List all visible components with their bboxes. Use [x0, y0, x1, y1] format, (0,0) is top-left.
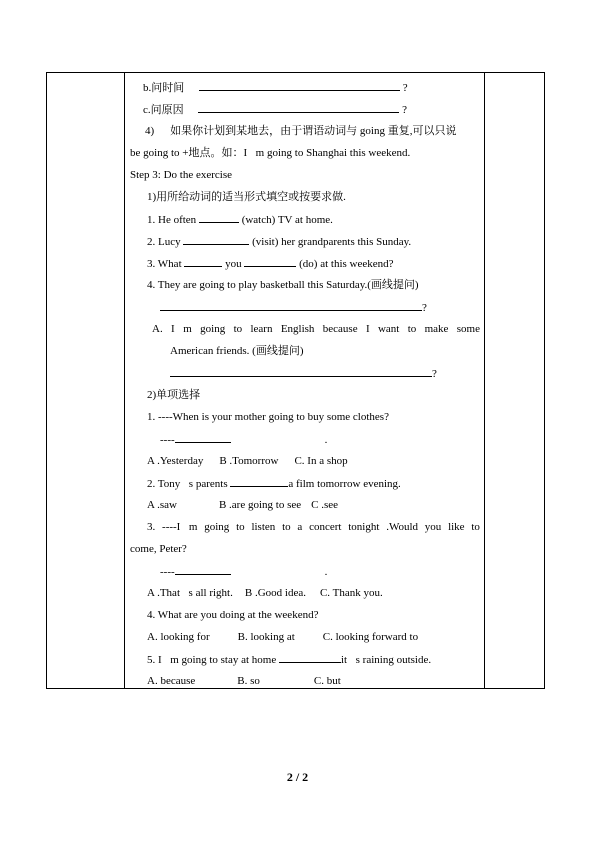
- choice-q5-options: A. because B. so C. but: [147, 675, 341, 687]
- answer-blank[interactable]: [198, 103, 399, 113]
- choice-q3-continued: come, Peter?: [130, 543, 187, 555]
- choice-q1-options: A .Yesterday B .Tomorrow C. In a shop: [147, 455, 348, 467]
- word: to: [233, 323, 243, 335]
- answer-blank[interactable]: [244, 257, 296, 267]
- word: going: [200, 323, 226, 335]
- word: you: [424, 521, 442, 533]
- exercise-qA-answer: ?: [170, 367, 437, 381]
- exercise-q1: 1. He often (watch) TV at home.: [147, 214, 333, 226]
- answer-blank[interactable]: [199, 213, 239, 223]
- word: make: [424, 323, 449, 335]
- word: .Would: [386, 521, 418, 533]
- exercise-qA-continued: American friends. (画线提问): [170, 345, 304, 357]
- answer-blank[interactable]: [170, 367, 432, 377]
- exercise-q2: 2. Lucy (visit) her grandparents this Sunday.: [147, 236, 412, 248]
- choice-q4-options: A. looking for B. looking at C. looking forward to: [147, 631, 419, 643]
- choice-q1-answer: ---- .: [160, 434, 328, 446]
- choice-q2: 2. Tony s parents a film tomorrow evening.: [147, 478, 401, 490]
- choice-q5: 5. I m going to stay at home it s raining outside.: [147, 654, 432, 666]
- word: listen: [251, 521, 276, 533]
- choice-q1: 1. ----When is your mother going to buy some clothes?: [147, 411, 389, 423]
- page-number: 2 / 2: [286, 770, 309, 784]
- word: A.: [152, 323, 163, 335]
- note-item-4-continued: be going to +地点。如：I m going to Shanghai this weekend.: [130, 147, 411, 159]
- answer-blank[interactable]: [160, 301, 422, 311]
- choice-q3: [147, 521, 480, 534]
- step-3-heading: Step 3: Do the exercise: [130, 169, 233, 181]
- word: 3.: [147, 521, 156, 533]
- column-divider-right: [484, 72, 485, 689]
- word: I m: [171, 323, 192, 335]
- word: learn: [250, 323, 273, 335]
- word: want: [377, 323, 400, 335]
- part-2-title: 2)单项选择: [147, 389, 201, 401]
- exercise-qA: [152, 323, 480, 336]
- answer-blank[interactable]: [183, 235, 249, 245]
- word: tonight: [348, 521, 380, 533]
- exercise-q3: 3. What you (do) at this weekend?: [147, 258, 394, 270]
- question-c-reason: c.问原因 ?: [143, 104, 408, 116]
- answer-blank[interactable]: [184, 257, 222, 267]
- choice-q2-options: A .saw B .are going to see C .see: [147, 499, 339, 511]
- choice-q3-options: A .That s all right. B .Good idea. C. Thank you.: [147, 587, 383, 599]
- choice-q3-answer: ---- .: [160, 566, 328, 578]
- word: I: [365, 323, 370, 335]
- choice-q4: 4. What are you doing at the weekend?: [147, 609, 319, 621]
- word: to: [471, 521, 480, 533]
- word: because: [322, 323, 358, 335]
- answer-blank[interactable]: [199, 81, 400, 91]
- word: to: [236, 521, 245, 533]
- answer-blank[interactable]: [230, 477, 288, 487]
- note-item-4: 4) 如果你计划到某地去，由于谓语动词与 going 重复,可以只说: [145, 125, 457, 137]
- word: ----I m: [162, 521, 198, 533]
- answer-blank[interactable]: [279, 653, 341, 663]
- answer-blank[interactable]: [175, 565, 231, 575]
- word: a: [297, 521, 303, 533]
- question-b-time: b.问时间 ?: [143, 82, 408, 94]
- column-divider-left: [124, 72, 125, 689]
- word: English: [280, 323, 315, 335]
- word: concert: [309, 521, 342, 533]
- word: to: [282, 521, 291, 533]
- exercise-q4: 4. They are going to play basketball this Saturday.(画线提问): [147, 279, 419, 291]
- word: going: [204, 521, 230, 533]
- word: to: [407, 323, 417, 335]
- word: like: [448, 521, 465, 533]
- part-1-title: 1)用所给动词的适当形式填空或按要求做.: [147, 191, 346, 203]
- word: some: [456, 323, 480, 335]
- answer-blank[interactable]: [175, 433, 231, 443]
- exercise-q4-answer: ?: [160, 301, 427, 315]
